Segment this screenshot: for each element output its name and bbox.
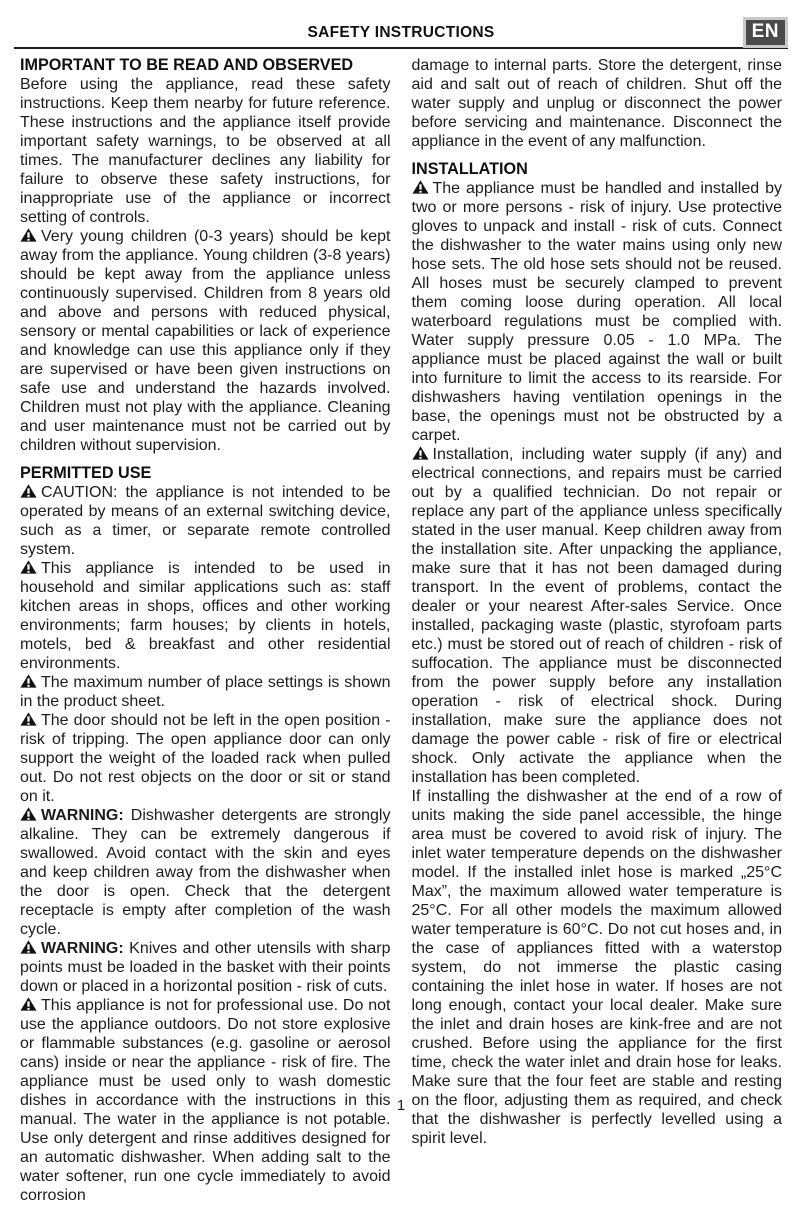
paragraph: CAUTION: the appliance is not intended to be operated by means of an external switching device, such as a timer, or separate remote controlled system. [20, 484, 391, 558]
paragraph: The appliance must be handled and installed by two or more persons - risk of injury. Use protective gloves to unpack and install - risk of cuts. Connect the dishwasher to the water mains using only new hose sets. The old hose sets should not be reused. All hoses must be securely clamped to prevent them coming loose during operation. All local waterboard regulations must be complied with. Water supply pressure 0.05 - 1.0 MPa. The appliance must be placed against the wall or built into furniture to limit the access to its rearside. For dishwashers having ventilation openings in the base, the openings must not be obstructed by a carpet. [411, 180, 782, 444]
paragraph: WARNING: Dishwasher detergents are strongly alkaline. They can be extremely dangerous if swallowed. Avoid contact with the skin and eyes and keep children away from the dishwasher when the door is open. Check that the detergent receptacle is empty after completion of the wash cycle. [20, 807, 391, 938]
paragraph: If installing the dishwasher at the end of a row of units making the side panel accessible, the hinge area must be covered to avoid risk of injury. The inlet water temperature depends on the dishwasher model. If the installed inlet hose is marked „25°C Max”, the maximum allowed water temperature is 25°C. For all other models the maximum allowed water temperature is 60°C. Do not cut hoses and, in the case of appliances fitted with a waterstop system, do not immerse the plastic casing containing the inlet hose in water. If hoses are not long enough, contact your local dealer. Make sure the inlet and drain hoses are kink-free and are not crushed. Before using the appliance for the first time, check the water inlet and drain hose for leaks. Make sure that the four feet are stable and resting on the floor, adjusting them as required, and check that the dishwasher is perfectly levelled using a spirit level. [411, 788, 782, 1147]
two-column-body [14, 49, 788, 1205]
warning-triangle-icon [20, 996, 37, 1015]
paragraph: This appliance is intended to be used in household and similar applications such as: staff kitchen areas in shops, offices and other working environments; farm houses; by clients in hotels, motels, bed & breakfast and other residential environments. [20, 560, 391, 672]
warning-triangle-icon [412, 179, 429, 198]
section-heading: INSTALLATION [411, 160, 528, 178]
paragraph: WARNING: Knives and other utensils with sharp points must be loaded in the basket with their points down or placed in a horizontal position - risk of cuts. [20, 940, 391, 995]
warning-triangle-icon [20, 673, 37, 692]
section-heading: IMPORTANT TO BE READ AND OBSERVED [20, 56, 354, 74]
page-number: 1 [396, 1097, 406, 1114]
language-badge [743, 17, 788, 48]
column-right [412, 56, 783, 1205]
paragraph: Very young children (0-3 years) should be kept away from the appliance. Young children (3-8 years) should be kept away from the appliance unless continuously supervised. Children from 8 years old and above and persons with reduced physical, sensory or mental capabilities or lack of experience and knowledge can use this appliance only if they are supervised or have been given instructions on safe use and understand the hazards involved. Children must not play with the appliance. Cleaning and user maintenance must not be carried out by children without supervision. [20, 228, 391, 454]
warning-label: WARNING: [41, 807, 131, 824]
warning-label: WARNING: [41, 940, 130, 957]
page-header [14, 14, 788, 47]
warning-triangle-icon [20, 806, 37, 825]
warning-triangle-icon [20, 483, 37, 502]
section-heading: PERMITTED USE [20, 464, 152, 482]
warning-triangle-icon [20, 227, 37, 246]
paragraph: This appliance is not for professional use. Do not use the appliance outdoors. Do not store explosive or flammable substances (e.g. gasoline or aerosol cans) inside or near the appliance - risk of fire. The appliance must be used only to wash domestic dishes in accordance with the instructions in this manual. The water in the appliance is not potable. Use only detergent and rinse additives designed for an automatic dishwasher. When adding salt to the water softener, run one cycle immediately to avoid corrosion [20, 997, 391, 1204]
paragraph: The maximum number of place settings is shown in the product sheet. [20, 674, 391, 710]
column-left [20, 56, 391, 1205]
paragraph: damage to internal parts. Store the detergent, rinse aid and salt out of reach of children. Shut off the water supply and unplug or disconnect the power before servicing and maintenance. Disconnect the appliance in the event of any malfunction. [411, 57, 782, 150]
language-badge-label: EN [746, 20, 785, 45]
warning-triangle-icon [20, 711, 37, 730]
paragraph: Before using the appliance, read these safety instructions. Keep them nearby for future reference. These instructions and the appliance itself provide important safety warnings, to be observed at all times. The manufacturer declines any liability for failure to observe these safety instructions, for inappropriate use of the appliance or incorrect setting of controls. [20, 76, 391, 226]
warning-triangle-icon [412, 445, 429, 464]
paragraph: The door should not be left in the open position - risk of tripping. The open appliance door can only support the weight of the loaded rack when pulled out. Do not rest objects on the door or sit or stand on it. [20, 712, 391, 805]
warning-triangle-icon [20, 939, 37, 958]
paragraph: Installation, including water supply (if any) and electrical connections, and repairs must be carried out by a qualified technician. Do not repair or replace any part of the appliance unless specifically stated in the user manual. Keep children away from the installation site. After unpacking the appliance, make sure that it has not been damaged during transport. In the event of problems, contact the dealer or your nearest After-sales Service. Once installed, packaging waste (plastic, styrofoam parts etc.) must be stored out of reach of children - risk of suffocation. The appliance must be disconnected from the power supply before any installation operation - risk of electrical shock. During installation, make sure the appliance does not damage the power cable - risk of fire or electrical shock. Only activate the appliance when the installation has been completed. [411, 446, 782, 786]
page-title: SAFETY INSTRUCTIONS [307, 24, 495, 41]
warning-triangle-icon [20, 559, 37, 578]
